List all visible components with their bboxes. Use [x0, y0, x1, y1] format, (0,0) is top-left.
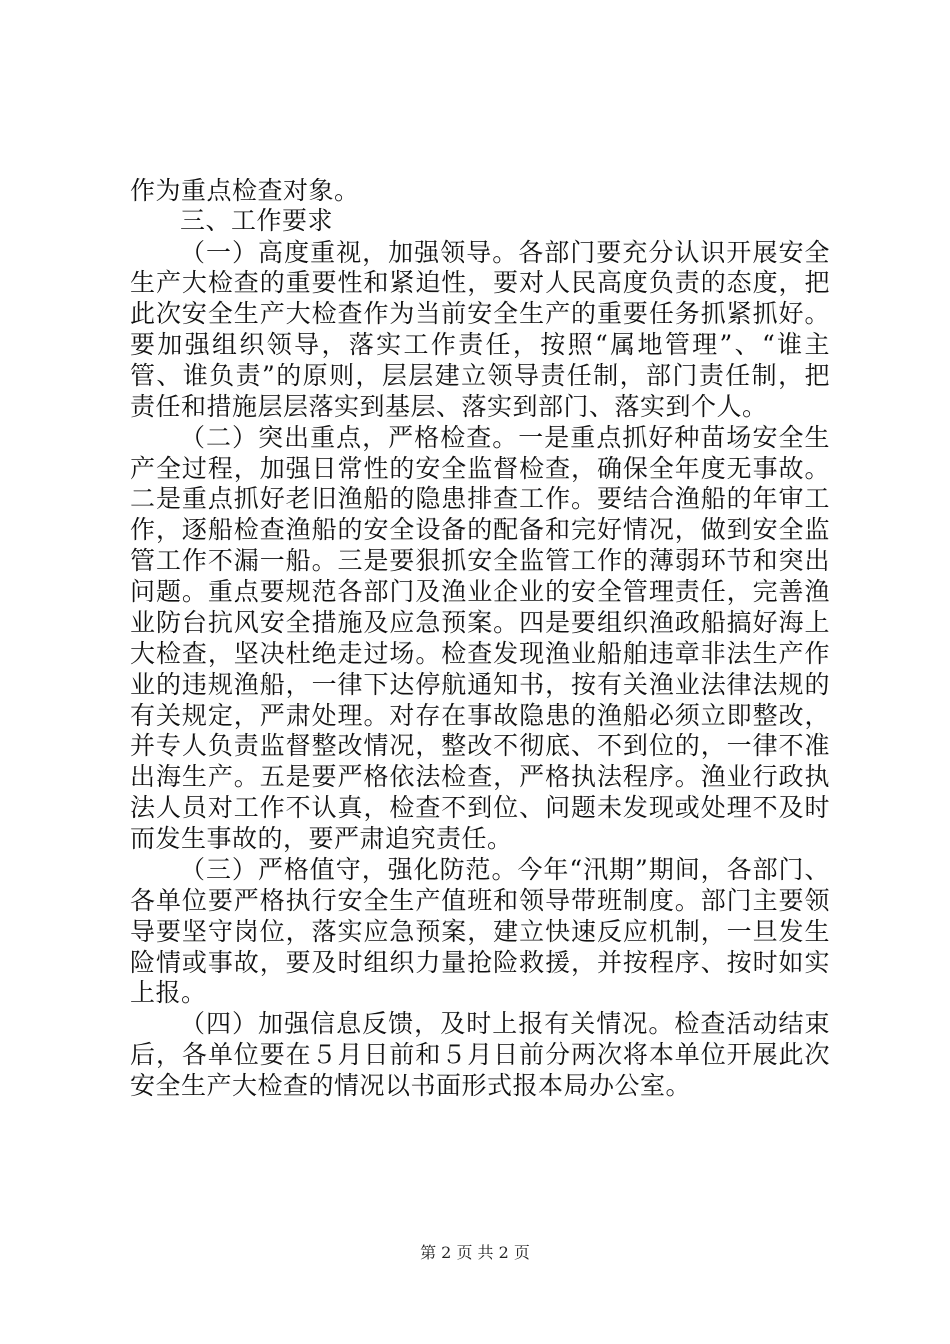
body-line: （四）加强信息反馈，及时上报有关情况。检查活动结束 [180, 1009, 830, 1038]
body-line: 而发生事故的，要严肃追究责任。 [130, 824, 513, 853]
body-line: 大检查，坚决杜绝走过场。检查发现渔业船舶违章非法生产作 [130, 639, 830, 668]
body-line: 管工作不漏一船。三是要狠抓安全监管工作的薄弱环节和突出 [130, 546, 830, 575]
body-line: （一）高度重视，加强领导。各部门要充分认识开展安全 [180, 238, 830, 267]
body-line: 出海生产。五是要严格依法检查，严格执法程序。渔业行政执 [130, 762, 830, 791]
body-line: 责任和措施层层落实到基层、落实到部门、落实到个人。 [130, 392, 768, 421]
body-line: 业防台抗风安全措施及应急预案。四是要组织渔政船搞好海上 [130, 608, 830, 637]
body-line: 作，逐船检查渔船的安全设备的配备和完好情况，做到安全监 [130, 515, 830, 544]
body-line: （二）突出重点，严格检查。一是重点抓好种苗场安全生 [180, 423, 830, 452]
body-line: 并专人负责监督整改情况，整改不彻底、不到位的，一律不准 [130, 731, 830, 760]
body-line: 二是重点抓好老旧渔船的隐患排查工作。要结合渔船的年审工 [130, 484, 830, 513]
body-line: 法人员对工作不认真，检查不到位、问题未发现或处理不及时 [130, 793, 830, 822]
body-line: 后，各单位要在５月日前和５月日前分两次将本单位开展此次 [130, 1040, 830, 1069]
body-line: 业的违规渔船，一律下达停航通知书，按有关渔业法律法规的 [130, 670, 830, 699]
body-line: 险情或事故，要及时组织力量抢险救援，并按程序、按时如实 [130, 948, 830, 977]
body-line: 上报。 [130, 978, 207, 1007]
body-line: 生产大检查的重要性和紧迫性，要对人民高度负责的态度，把 [130, 268, 830, 297]
body-line: 要加强组织领导，落实工作责任，按照“属地管理”、“谁主 [130, 330, 830, 359]
body-line: 作为重点检查对象。 [130, 176, 360, 205]
body-line: 各单位要严格执行安全生产值班和领导带班制度。部门主要领 [130, 886, 830, 915]
body-line: 管、谁负责”的原则，层层建立领导责任制，部门责任制，把 [130, 361, 830, 390]
body-line: 有关规定，严肃处理。对存在事故隐患的渔船必须立即整改， [130, 701, 830, 730]
body-line: 此次安全生产大检查作为当前安全生产的重要任务抓紧抓好。 [130, 299, 830, 328]
body-line: 问题。重点要规范各部门及渔业企业的安全管理责任，完善渔 [130, 577, 830, 606]
body-line: 安全生产大检查的情况以书面形式报本局办公室。 [130, 1071, 692, 1100]
page-number-footer: 第 2 页 共 2 页 [420, 1243, 530, 1262]
body-line: （三）严格值守，强化防范。今年“汛期”期间，各部门、 [180, 855, 830, 884]
body-line: 产全过程，加强日常性的安全监督检查，确保全年度无事故。 [130, 454, 830, 483]
body-line: 导要坚守岗位，落实应急预案，建立快速反应机制，一旦发生 [130, 917, 830, 946]
section-heading: 三、工作要求 [180, 206, 334, 235]
